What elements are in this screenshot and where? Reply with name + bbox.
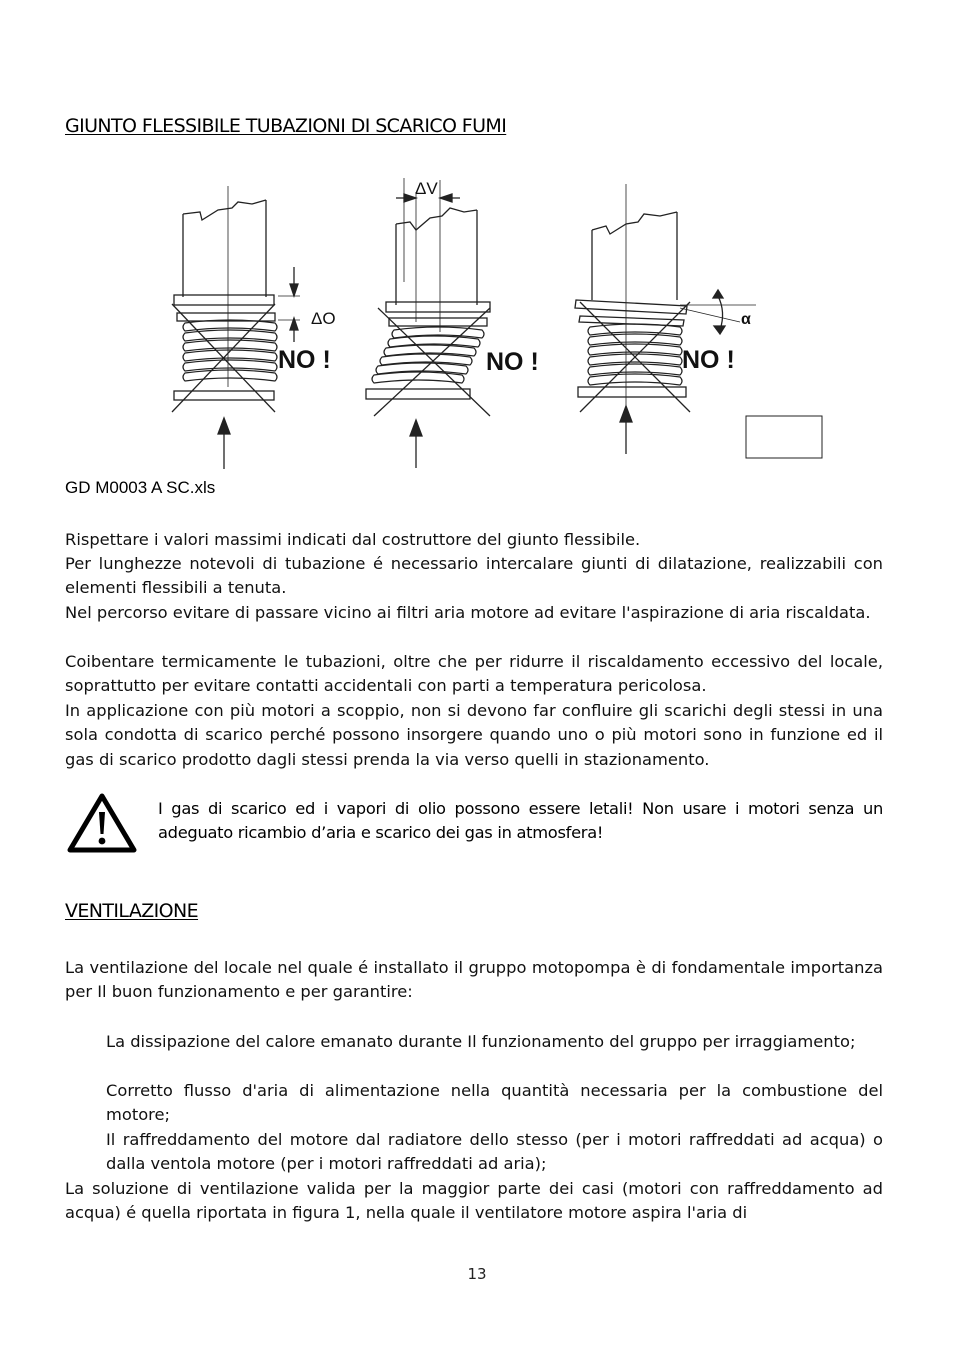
delta-o-label: ΔO bbox=[311, 309, 336, 328]
section-title-exhaust-joint: GIUNTO FLESSIBILE TUBAZIONI DI SCARICO FUMI bbox=[65, 115, 507, 137]
paragraph-insulation: Coibentare termicamente le tubazioni, oltre che per ridurre il riscaldamento eccessivo del locale, soprattutto per evitare contatti accidentali con parti a temperatura pericolosa. bbox=[65, 652, 883, 696]
paragraph-multiple-engines: In applicazione con più motori a scoppio, non si devono far confluire gli scarichi degli stessi in una sola condotta di scarico perché possono insorgere quando uno o più motori sono in funzione ed il gas di scarico prodotto dagli stessi prenda la via verso quelli in stazionamento. bbox=[65, 701, 883, 769]
warning-text: I gas di scarico ed i vapori di olio possono essere letali! Non usare i motori senza un adeguato ricambio d’aria e scarico dei gas in atmosfera! bbox=[158, 799, 883, 843]
flexible-joint-diagram bbox=[160, 172, 840, 472]
section-title-ventilation: VENTILAZIONE bbox=[65, 900, 199, 922]
no-label-2: NO ! bbox=[486, 348, 539, 376]
alpha-label: α bbox=[741, 311, 751, 328]
joint-diagram-lateral-shift bbox=[366, 178, 490, 468]
figure-caption: GD M0003 A SC.xls bbox=[65, 478, 216, 497]
paragraph-air-filters: Nel percorso evitare di passare vicino ai filtri aria motore ad evitare l'aspirazione di aria riscaldata. bbox=[65, 603, 871, 622]
paragraph-max-values: Rispettare i valori massimi indicati dal costruttore del giunto flessibile. bbox=[65, 530, 641, 549]
paragraph-ventilation-solution: La soluzione di ventilazione valida per la maggior parte dei casi (motori con raffreddamento ad acqua) é quella riportata in figura 1, nella quale il ventilatore motore aspira l'aria di bbox=[65, 1179, 883, 1223]
no-label-3: NO ! bbox=[682, 346, 735, 374]
warning-triangle-icon bbox=[66, 792, 138, 856]
joint-diagram-angular bbox=[575, 184, 822, 458]
page-number: 13 bbox=[467, 1265, 487, 1283]
joint-diagram-axial-offset bbox=[172, 186, 300, 469]
delta-v-label: ΔV bbox=[415, 179, 438, 198]
list-item-engine-cooling: Il raffreddamento del motore dal radiatore dello stesso (per i motori raffreddati ad acqua) o dalla ventola motore (per i motori raffreddati ad aria); bbox=[106, 1130, 883, 1174]
paragraph-ventilation-intro: La ventilazione del locale nel quale é installato il gruppo motopompa è di fondamentale importanza per Il buon funzionamento e per garantire: bbox=[65, 958, 883, 1002]
no-label-1: NO ! bbox=[278, 346, 331, 374]
paragraph-expansion-joints: Per lunghezze notevoli di tubazione é necessario intercalare giunti di dilatazione, realizzabili con elementi flessibili a tenuta. bbox=[65, 554, 883, 598]
list-item-air-flow: Corretto flusso d'aria di alimentazione nella quantità necessaria per la combustione del motore; bbox=[106, 1081, 883, 1125]
list-item-heat-dissipation: La dissipazione del calore emanato durante Il funzionamento del gruppo per irraggiamento; bbox=[106, 1032, 856, 1051]
